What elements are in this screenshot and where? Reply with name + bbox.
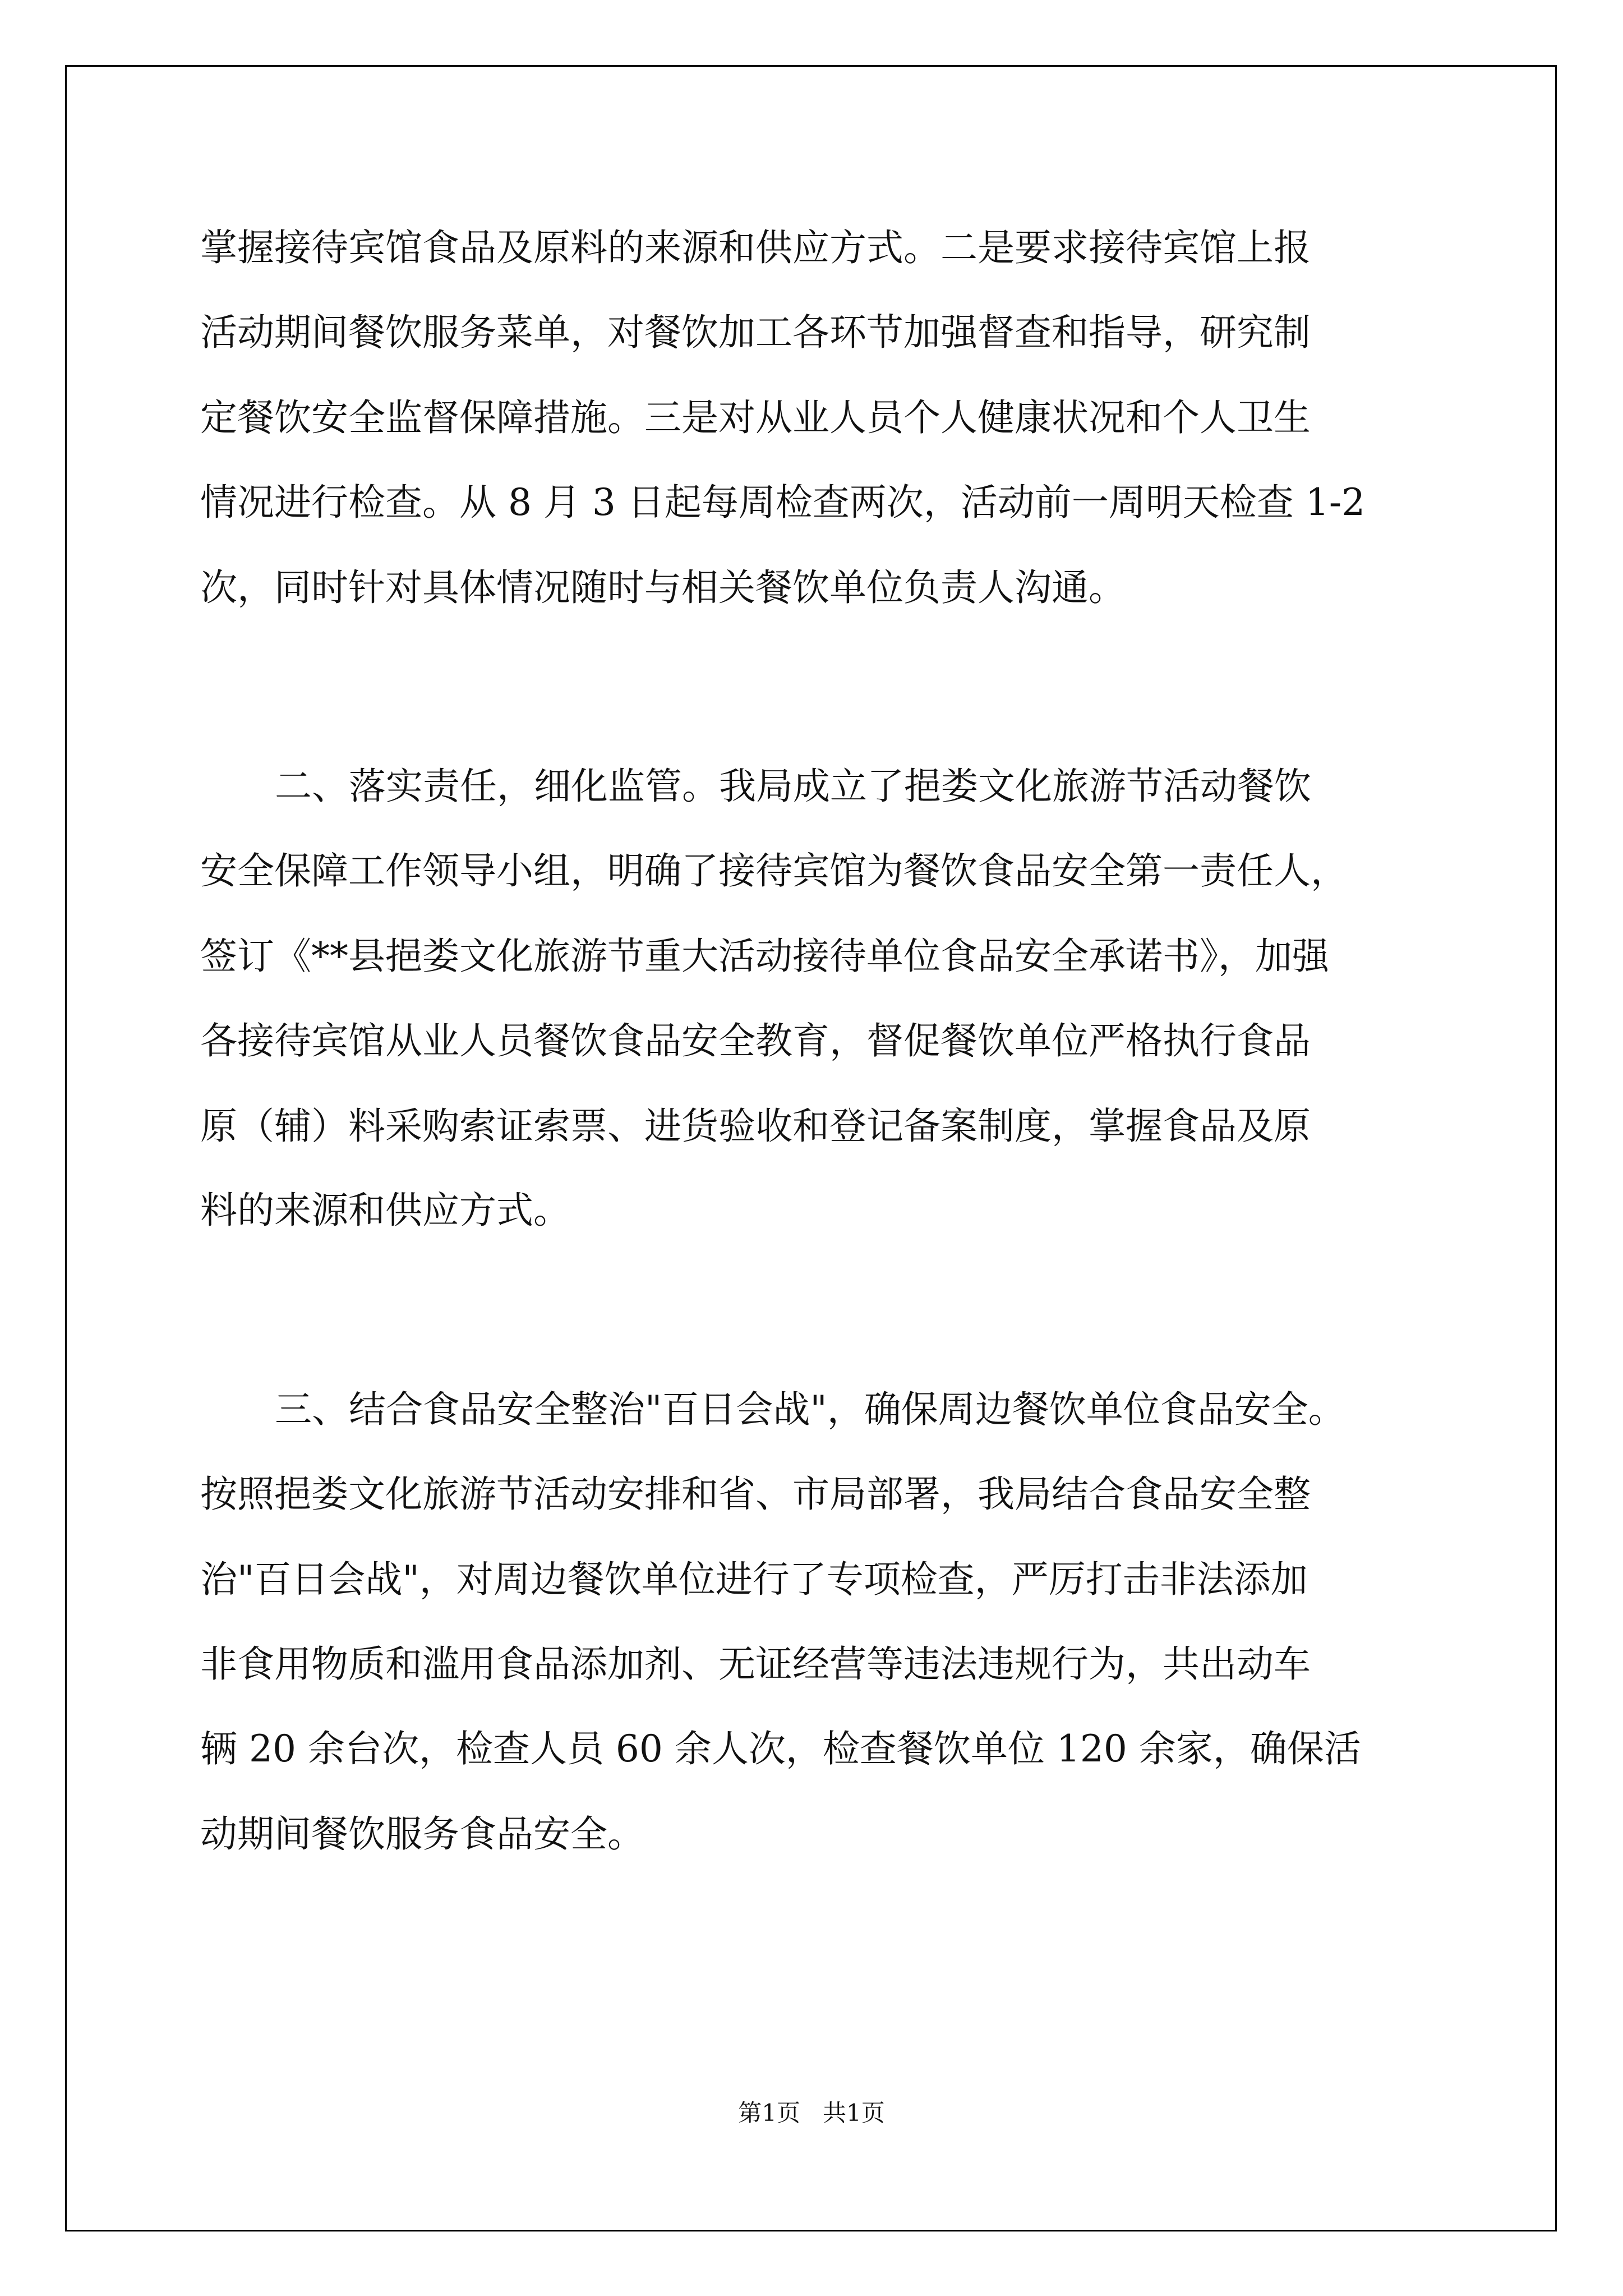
text-line: 动期间餐饮服务食品安全。 bbox=[200, 1812, 644, 1856]
text-line: 按照挹娄文化旅游节活动安排和省、市局部署，我局结合食品安全整 bbox=[200, 1473, 1311, 1516]
text-line: 安全保障工作领导小组，明确了接待宾馆为餐饮食品安全第一责任人， bbox=[200, 849, 1348, 892]
paragraph-start-line: 三、结合食品安全整治"百日会战"，确保周边餐饮单位食品安全。 bbox=[275, 1388, 1345, 1431]
text-line: 料的来源和供应方式。 bbox=[200, 1189, 570, 1232]
text-line: 次，同时针对具体情况随时与相关餐饮单位负责人沟通。 bbox=[200, 566, 1126, 609]
paragraph-start-line: 二、落实责任，细化监管。我局成立了挹娄文化旅游节活动餐饮 bbox=[275, 765, 1311, 808]
text-line: 掌握接待宾馆食品及原料的来源和供应方式。二是要求接待宾馆上报 bbox=[200, 226, 1311, 269]
page-number-footer: 第1页 共1页 bbox=[738, 2099, 885, 2127]
text-line: 原（辅）料采购索证索票、进货验收和登记备案制度，掌握食品及原 bbox=[200, 1105, 1311, 1148]
text-line: 治"百日会战"，对周边餐饮单位进行了专项检查，严厉打击非法添加 bbox=[200, 1558, 1308, 1601]
text-line: 定餐饮安全监督保障措施。三是对从业人员个人健康状况和个人卫生 bbox=[200, 396, 1311, 439]
text-line: 签订《**县挹娄文化旅游节重大活动接待单位食品安全承诺书》，加强 bbox=[200, 935, 1329, 978]
text-line: 活动期间餐饮服务菜单，对餐饮加工各环节加强督查和指导，研究制 bbox=[200, 311, 1311, 354]
text-line: 各接待宾馆从业人员餐饮食品安全教育，督促餐饮单位严格执行食品 bbox=[200, 1019, 1311, 1062]
text-line: 情况进行检查。从 8 月 3 日起每周检查两次，活动前一周明天检查 1-2 bbox=[200, 481, 1366, 524]
text-line: 非食用物质和滥用食品添加剂、无证经营等违法违规行为，共出动车 bbox=[200, 1642, 1311, 1686]
text-line: 辆 20 余台次，检查人员 60 余人次，检查餐饮单位 120 余家，确保活 bbox=[200, 1727, 1361, 1770]
